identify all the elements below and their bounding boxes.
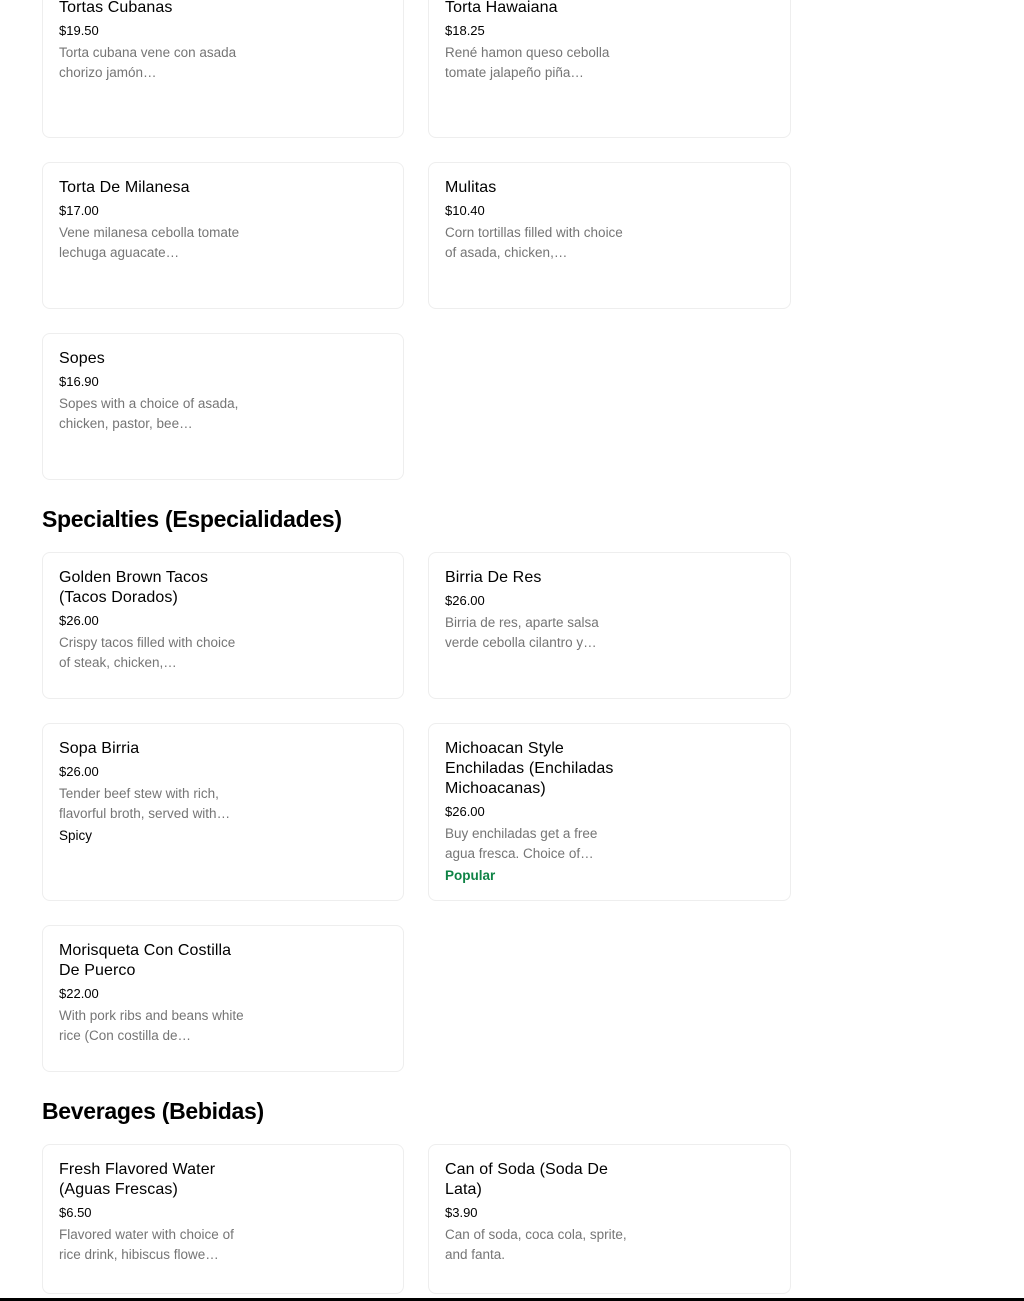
menu-item-text xyxy=(59,941,245,1046)
menu-item-text xyxy=(445,178,631,263)
menu-item-description: Flavored water with choice of rice drink, hibiscus flowe… xyxy=(59,1227,234,1262)
menu-item-price: $26.00 xyxy=(59,613,99,628)
menu-item-price: $18.25 xyxy=(445,23,485,38)
menu-item-name: Torta De Milanesa xyxy=(59,179,190,196)
menu-item-card-aguas-frescas[interactable] xyxy=(42,1144,404,1294)
menu-item-description: Can of soda, coca cola, sprite, and fanta. xyxy=(445,1227,627,1262)
menu-item-name: Torta Hawaiana xyxy=(445,0,558,16)
menu-item-price: $17.00 xyxy=(59,203,99,218)
spicy-tag: Spicy xyxy=(59,828,93,843)
menu-item-price: $26.00 xyxy=(59,764,99,779)
menu-item-text xyxy=(445,1160,631,1265)
menu-item-description: Birria de res, aparte salsa verde cebolla cilantro y… xyxy=(445,615,599,650)
menu-item-card-sopes[interactable] xyxy=(42,333,404,480)
menu-item-price: $3.90 xyxy=(445,1205,478,1220)
menu-item-text xyxy=(59,568,245,673)
menu-item-description: Tender beef stew with rich, flavorful broth, served with… xyxy=(59,786,231,821)
menu-item-description: Buy enchiladas get a free agua fresca. Choice of… xyxy=(445,826,598,861)
menu-item-description: Vene milanesa cebolla tomate lechuga aguacate… xyxy=(59,225,240,260)
menu-item-price: $19.50 xyxy=(59,23,99,38)
menu-item-text xyxy=(445,0,631,83)
menu-item-price: $6.50 xyxy=(59,1205,92,1220)
menu-item-description: René hamon queso cebolla tomate jalapeño piña… xyxy=(445,45,610,80)
menu-item-name: Golden Brown Tacos (Tacos Dorados) xyxy=(59,569,209,606)
section-title-beverages: Beverages (Bebidas) xyxy=(42,1098,264,1124)
menu-item-card-torta-hawaiana[interactable] xyxy=(428,0,791,138)
menu-item-price: $26.00 xyxy=(445,593,485,608)
menu-item-text xyxy=(445,568,631,653)
menu-item-name: Mulitas xyxy=(445,179,497,196)
menu-item-text xyxy=(445,739,631,886)
menu-item-text xyxy=(59,178,245,263)
menu-item-description: With pork ribs and beans white rice (Con costilla de… xyxy=(59,1008,244,1043)
menu-item-price: $10.40 xyxy=(445,203,485,218)
menu-item-text xyxy=(59,0,245,83)
menu-item-card-soda[interactable] xyxy=(428,1144,791,1294)
menu-item-text xyxy=(59,1160,245,1265)
menu-item-card-morisqueta[interactable] xyxy=(42,925,404,1072)
menu-item-name: Sopes xyxy=(59,350,105,367)
menu-item-card-torta-milanesa[interactable] xyxy=(42,162,404,309)
popular-tag: Popular xyxy=(445,868,496,883)
menu-item-name: Fresh Flavored Water (Aguas Frescas) xyxy=(59,1161,216,1198)
menu-item-price: $16.90 xyxy=(59,374,99,389)
menu-item-name: Tortas Cubanas xyxy=(59,0,173,16)
menu-item-price: $22.00 xyxy=(59,986,99,1001)
menu-item-name: Michoacan Style Enchiladas (Enchiladas Michoacanas) xyxy=(445,740,614,797)
menu-item-card-golden-tacos[interactable] xyxy=(42,552,404,699)
menu-item-price: $26.00 xyxy=(445,804,485,819)
menu-item-text xyxy=(59,349,245,434)
menu-item-description: Crispy tacos filled with choice of steak, chicken,… xyxy=(59,635,236,670)
menu-item-name: Sopa Birria xyxy=(59,740,140,757)
menu-item-card-mulitas[interactable] xyxy=(428,162,791,309)
section-title-specialties: Specialties (Especialidades) xyxy=(42,506,342,532)
menu-item-card-michoacan-enchiladas[interactable] xyxy=(428,723,791,901)
menu-item-description: Sopes with a choice of asada, chicken, pastor, bee… xyxy=(59,396,239,431)
menu-item-text xyxy=(59,739,245,846)
menu-item-description: Torta cubana vene con asada chorizo jamón… xyxy=(59,45,237,80)
menu-item-card-birria-de-res[interactable] xyxy=(428,552,791,699)
menu-item-name: Birria De Res xyxy=(445,569,542,586)
menu-item-card-sopa-birria[interactable] xyxy=(42,723,404,901)
menu-item-name: Can of Soda (Soda De Lata) xyxy=(445,1161,608,1198)
menu-item-description: Corn tortillas filled with choice of asada, chicken,… xyxy=(445,225,623,260)
menu-item-card-tortas-cubanas[interactable] xyxy=(42,0,404,138)
menu-item-name: Morisqueta Con Costilla De Puerco xyxy=(59,942,232,979)
